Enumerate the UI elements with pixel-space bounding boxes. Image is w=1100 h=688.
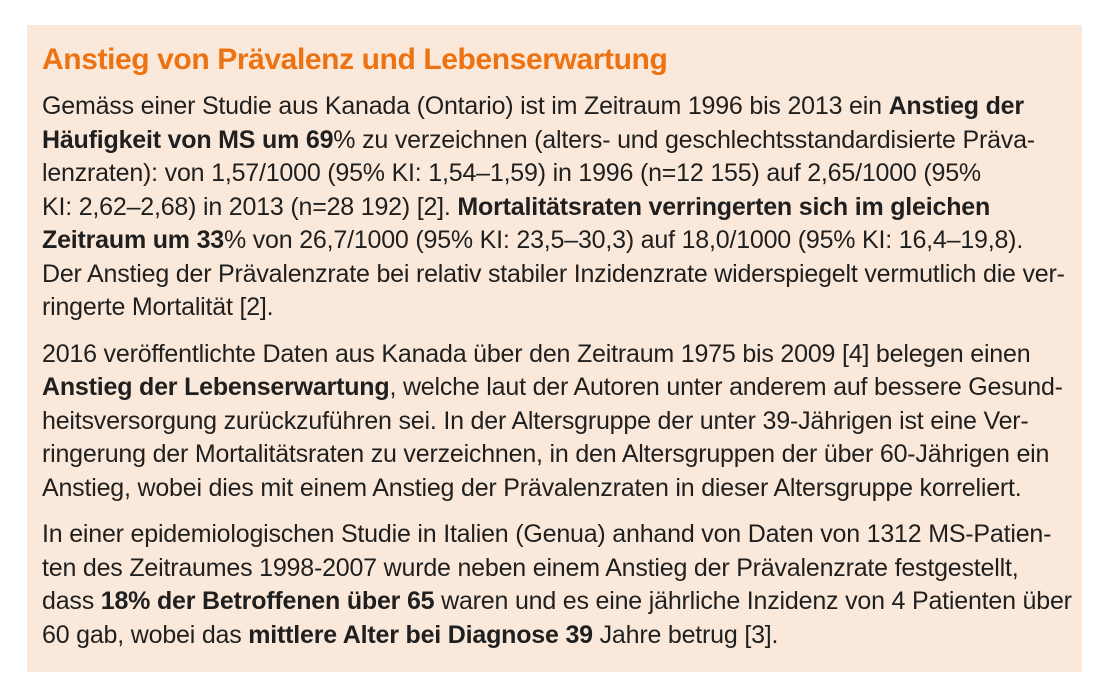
text-run: % von 26,7/1000 (95% KI: 23,5–30,3) auf 18,0/1000 (95% KI: 16,4–19,8). [223, 226, 1024, 254]
text-line [42, 472, 1067, 506]
bold-text-run: Mortalitätsraten verringerten sich im gleichen [457, 192, 991, 221]
text-line [42, 518, 1067, 552]
text-run: lenzraten): von 1,57/1000 (95% KI: 1,54–1,59) in 1996 (n=12 155) auf 2,65/1000 (95% [42, 159, 981, 187]
text-line [42, 585, 1072, 619]
text-run: ten des Zeitraumes 1998-2007 wurde neben einem Anstieg der Prävalenzrate festgestellt, [42, 553, 1019, 582]
text-run: Der Anstieg der Prävalenzrate bei relativ stabiler Inzidenzrate widerspiegelt vermutlich die ver- [42, 259, 1065, 288]
text-run: waren und es eine jährliche Inzidenz von 4 Patienten über [434, 587, 1072, 615]
text-run: % zu verzeichnen (alters- und geschlechtsstandardisierte Präva- [333, 125, 1035, 154]
text-run: KI: 2,62–2,68) in 2013 (n=28 192) [2]. [42, 192, 458, 221]
bold-text-run: Häufigkeit von MS um 69 [42, 125, 334, 154]
paragraph [42, 338, 1067, 506]
box-title: Anstieg von Prävalenz und Lebenserwartung [42, 43, 668, 76]
text-run: dass [42, 587, 101, 615]
bold-text-run: 18% der Betroffenen über 65 [100, 587, 435, 615]
text-line [42, 191, 1067, 225]
text-run: Jahre betrug [3]. [592, 620, 779, 649]
text-run: In einer epidemiologischen Studie in Italien (Genua) anhand von Daten von 1312 MS-Patien- [42, 520, 1052, 548]
paragraph [42, 90, 1067, 325]
text-run: heitsversorgung zurückzuführen sei. In der Altersgruppe der unter 39-Jährigen ist eine Ver- [42, 406, 1029, 435]
info-box [27, 25, 1082, 672]
text-line [42, 552, 1067, 586]
text-run: 60 gab, wobei das [42, 620, 249, 649]
text-run: , welche laut der Autoren unter anderem auf bessere Gesund- [389, 373, 1063, 401]
paragraphs [42, 90, 1072, 652]
text-run: ringerte Mortalität [2]. [42, 293, 274, 321]
bold-text-run: Anstieg der [888, 92, 1024, 120]
text-line [42, 291, 1067, 325]
text-line [42, 258, 1067, 292]
bold-text-run: mittlere Alter bei Diagnose 39 [248, 620, 593, 649]
text-line [42, 405, 1067, 439]
text-line [42, 90, 1067, 124]
text-line [42, 619, 1067, 653]
text-line [42, 124, 1067, 158]
bold-text-run: Anstieg der Lebenserwartung [42, 373, 390, 401]
paragraph [42, 518, 1072, 652]
text-line [42, 157, 1067, 191]
text-run: 2016 veröffentlichte Daten aus Kanada über den Zeitraum 1975 bis 2009 [4] belegen einen [42, 339, 1031, 368]
bold-text-run: Zeitraum um 33 [42, 226, 224, 254]
text-line [42, 371, 1067, 405]
text-line [42, 224, 1067, 258]
text-line [42, 438, 1067, 472]
text-line [42, 338, 1067, 372]
text-run: Gemäss einer Studie aus Kanada (Ontario) ist im Zeitraum 1996 bis 2013 ein [42, 92, 889, 120]
text-run: ringerung der Mortalitätsraten zu verzeichnen, in den Altersgruppen der über 60-Jährigen ein [42, 440, 1050, 468]
text-run: Anstieg, wobei dies mit einem Anstieg der Prävalenzraten in dieser Altersgruppe korreliert. [42, 473, 1022, 502]
